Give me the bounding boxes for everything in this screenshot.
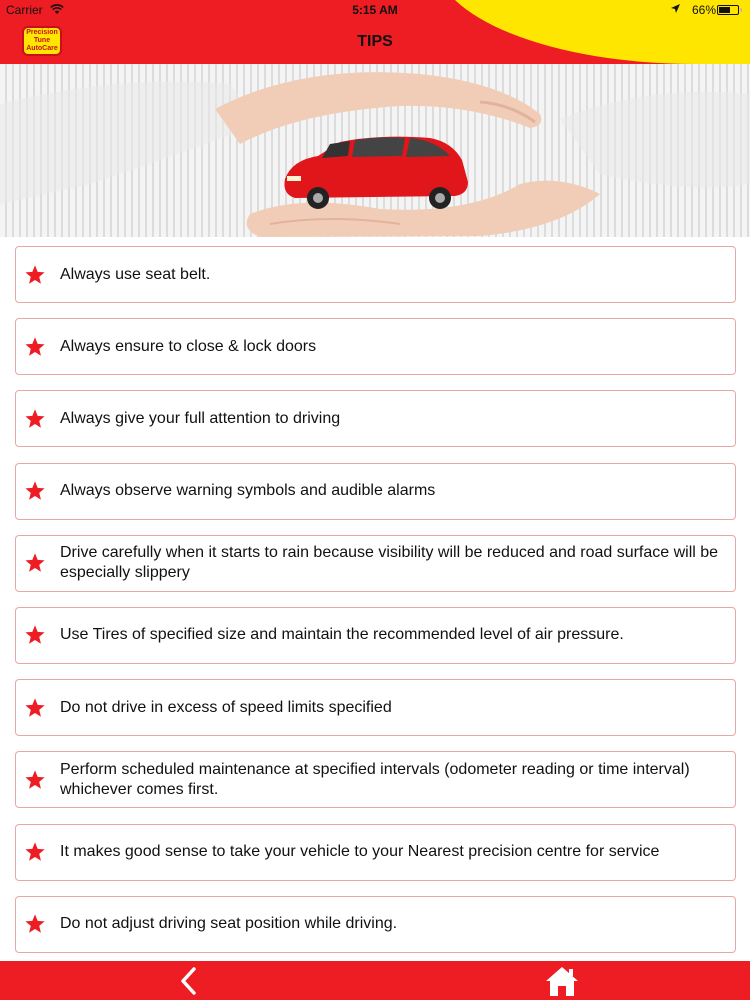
star-icon <box>24 913 46 935</box>
tip-item[interactable] <box>15 318 736 375</box>
hero-banner-image <box>0 64 750 237</box>
tip-item[interactable] <box>15 679 736 736</box>
star-icon <box>24 552 46 574</box>
hands-car-illustration <box>0 64 750 237</box>
battery-percent: 66% <box>692 3 717 17</box>
tip-item[interactable] <box>15 896 736 953</box>
tip-text: Do not drive in excess of speed limits specified <box>60 698 392 716</box>
tip-item[interactable] <box>15 246 736 303</box>
star-icon <box>24 480 46 502</box>
star-icon <box>24 264 46 286</box>
tip-text: Use Tires of specified size and maintain the recommended level of air pressure. <box>60 626 624 644</box>
tip-text: Drive carefully when it starts to rain because visibility will be reduced and road surface will be especially slippery <box>60 544 719 582</box>
logo-line: AutoCare <box>26 45 58 52</box>
carrier-label: Carrier <box>6 3 43 17</box>
tip-text: Always ensure to close & lock doors <box>60 337 317 355</box>
tip-item[interactable] <box>15 390 736 447</box>
battery-icon <box>717 5 739 15</box>
tip-item[interactable] <box>15 535 736 592</box>
logo-line: Precision <box>26 29 58 36</box>
tip-text: It makes good sense to take your vehicle to your Nearest precision centre for service <box>60 843 660 860</box>
star-icon <box>24 336 46 358</box>
status-time: 5:15 AM <box>352 3 398 17</box>
tips-list <box>15 246 736 968</box>
tip-item[interactable] <box>15 824 736 881</box>
red-car-image <box>284 137 468 209</box>
star-icon <box>24 624 46 646</box>
tip-text: Always use seat belt. <box>60 265 211 283</box>
page-title: TIPS <box>357 33 393 50</box>
star-icon <box>24 841 46 863</box>
tip-item[interactable] <box>15 751 736 808</box>
star-icon <box>24 769 46 791</box>
home-icon[interactable] <box>545 965 579 997</box>
status-bar <box>0 0 750 20</box>
tip-text: Perform scheduled maintenance at specified intervals (odometer reading or time interval) whichever comes first. <box>60 760 690 798</box>
star-icon <box>24 408 46 430</box>
app-header <box>0 0 750 64</box>
bottom-nav-bar <box>0 961 750 1000</box>
tip-text: Do not adjust driving seat position while driving. <box>60 915 398 933</box>
chevron-left-icon[interactable] <box>174 966 204 996</box>
tip-item[interactable] <box>15 463 736 520</box>
tip-text: Always observe warning symbols and audible alarms <box>60 482 436 500</box>
tip-text: Always give your full attention to driving <box>60 409 341 427</box>
location-arrow-icon <box>670 3 681 14</box>
logo-line: Tune <box>33 37 51 44</box>
star-icon <box>24 697 46 719</box>
tip-item[interactable] <box>15 607 736 664</box>
